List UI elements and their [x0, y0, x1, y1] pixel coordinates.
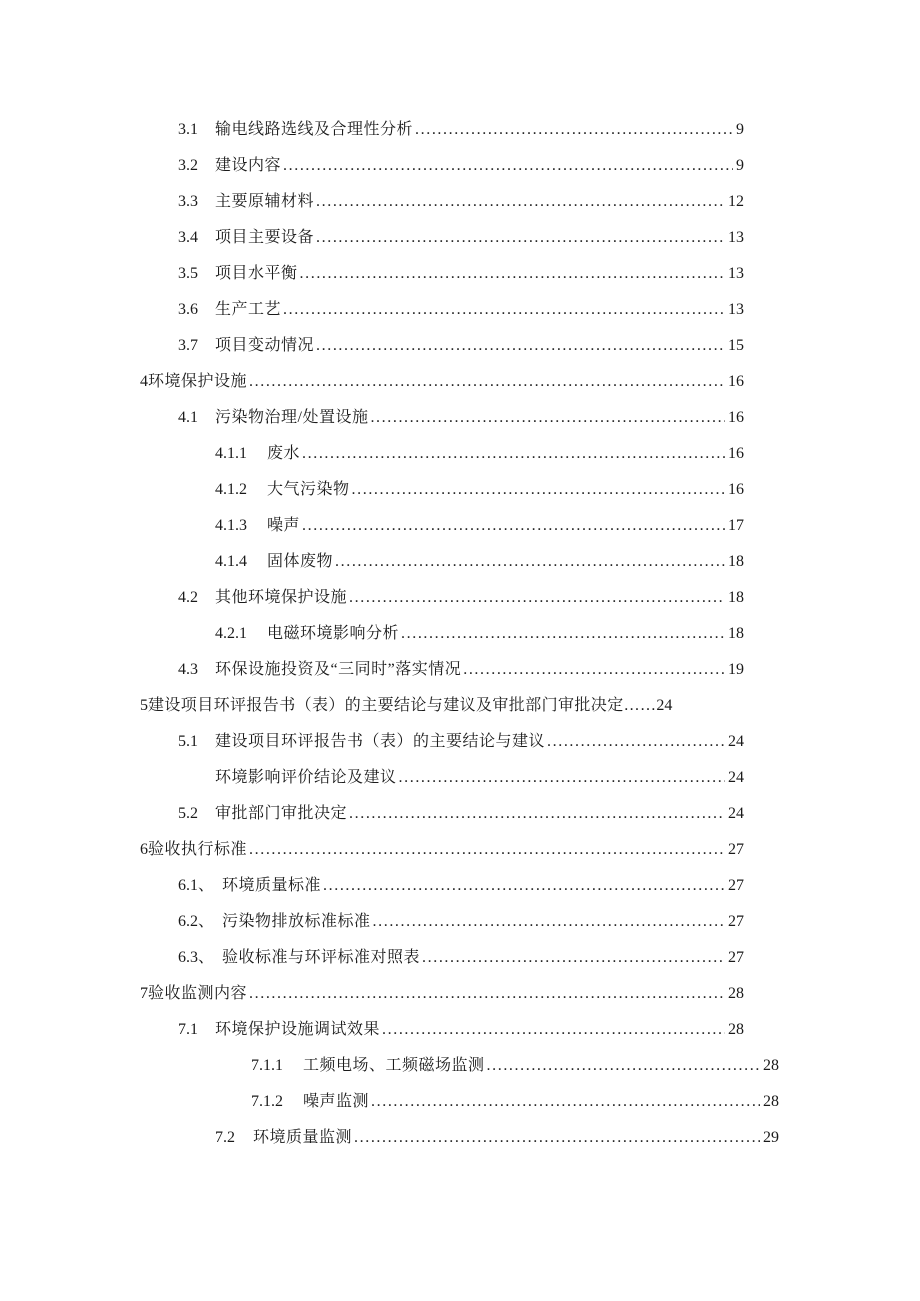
toc-number: 5	[140, 697, 148, 714]
toc-entry-3-5[interactable]	[178, 261, 744, 287]
toc-page-number: 27	[728, 841, 744, 858]
toc-title: 环境保护设施调试效果	[215, 1021, 381, 1038]
toc-number: 3.2	[178, 157, 198, 174]
toc-entry-6[interactable]	[140, 837, 744, 863]
toc-title: 建设项目环评报告书（表）的主要结论与建议	[215, 733, 546, 750]
toc-number: 3.4	[178, 229, 198, 246]
toc-page-number: 16	[728, 409, 744, 426]
toc-entry-7-1-1[interactable]	[251, 1053, 779, 1079]
toc-title: 环境保护设施	[148, 373, 248, 390]
toc-entry-7-1[interactable]	[178, 1017, 744, 1043]
dot-leader	[415, 117, 733, 143]
toc-page-number: 16	[728, 373, 744, 390]
toc-title: 噪声	[267, 517, 301, 534]
toc-page-number: 27	[728, 949, 744, 966]
toc-title: 大气污染物	[267, 481, 350, 498]
dot-leader	[249, 981, 725, 1007]
toc-title: 项目水平衡	[215, 265, 298, 282]
dot-leader	[487, 1053, 760, 1079]
toc-title: 项目主要设备	[215, 229, 315, 246]
toc-number: 7.2	[215, 1129, 235, 1146]
toc-page-number: 28	[763, 1093, 779, 1110]
toc-number: 6.2、	[178, 913, 215, 930]
toc-title: 输电线路选线及合理性分析	[215, 121, 414, 138]
toc-entry-7-2[interactable]	[215, 1125, 779, 1151]
toc-title: 噪声监测	[303, 1093, 370, 1110]
toc-page-number: 13	[728, 301, 744, 318]
dot-leader	[316, 225, 725, 251]
dot-leader	[323, 873, 725, 899]
toc-entry-6-2[interactable]	[178, 909, 744, 935]
toc-number: 3.6	[178, 301, 198, 318]
dot-leader	[349, 585, 725, 611]
toc-number: 3.5	[178, 265, 198, 282]
toc-title: 环保设施投资及“三同时”落实情况	[215, 661, 462, 678]
toc-entry-3-4[interactable]	[178, 225, 744, 251]
toc-page-number: 12	[728, 193, 744, 210]
toc-entry-3-3[interactable]	[178, 189, 744, 215]
toc-page-number: 29	[763, 1129, 779, 1146]
toc-title: 环境质量监测	[253, 1129, 353, 1146]
toc-title: 工频电场、工频磁场监测	[303, 1057, 485, 1074]
dot-leader	[352, 477, 725, 503]
toc-page-number: 18	[728, 625, 744, 642]
toc-number: 4.2.1	[215, 625, 247, 642]
toc-page-number: 24	[656, 697, 673, 714]
dot-leader	[463, 657, 725, 683]
toc-number: 7.1.1	[251, 1057, 283, 1074]
toc-page-number: 24	[728, 733, 744, 750]
toc-number: 4.3	[178, 661, 198, 678]
dot-leader	[283, 297, 725, 323]
toc-title: 电磁环境影响分析	[267, 625, 400, 642]
toc-title: 环境影响评价结论及建议	[215, 769, 397, 786]
toc-page-number: 24	[728, 769, 744, 786]
dot-leader	[401, 621, 725, 647]
toc-page-number: 27	[728, 913, 744, 930]
toc-entry-4-1-4[interactable]	[215, 549, 744, 575]
toc-entry-6-1[interactable]	[178, 873, 744, 899]
toc-entry-7-1-2[interactable]	[251, 1089, 779, 1115]
dot-leader	[370, 405, 725, 431]
toc-entry-4-1-3[interactable]	[215, 513, 744, 539]
toc-title: 验收标准与环评标准对照表	[222, 949, 421, 966]
toc-number: 5.1	[178, 733, 198, 750]
toc-page-number: 16	[728, 481, 744, 498]
toc-entry-3-7[interactable]	[178, 333, 744, 359]
toc-entry-3-6[interactable]	[178, 297, 744, 323]
toc-page-number: 19	[728, 661, 744, 678]
toc-number: 3.7	[178, 337, 198, 354]
dot-leader	[373, 909, 725, 935]
toc-number: 4.1	[178, 409, 198, 426]
dot-leader	[371, 1089, 760, 1115]
dot-leader	[283, 153, 733, 179]
toc-entry-4-3[interactable]	[178, 657, 744, 683]
toc-entry-5-1-sub[interactable]	[215, 765, 744, 791]
toc-entry-3-1[interactable]	[178, 117, 744, 143]
toc-page-number: 16	[728, 445, 744, 462]
dot-leader	[302, 441, 725, 467]
toc-entry-4-1-2[interactable]	[215, 477, 744, 503]
toc-title: 主要原辅材料	[215, 193, 315, 210]
toc-page-number: 9	[736, 157, 744, 174]
toc-number: 7.1.2	[251, 1093, 283, 1110]
toc-title: 项目变动情况	[215, 337, 315, 354]
toc-title: 审批部门审批决定	[215, 805, 348, 822]
dot-leader	[354, 1125, 760, 1151]
toc-title: 其他环境保护设施	[215, 589, 348, 606]
toc-entry-4-1[interactable]	[178, 405, 744, 431]
toc-title: 建设项目环评报告书（表）的主要结论与建议及审批部门审批决定……	[148, 697, 657, 714]
toc-entry-5-2[interactable]	[178, 801, 744, 827]
dot-leader	[335, 549, 725, 575]
toc-page-number: 13	[728, 229, 744, 246]
toc-number: 4.2	[178, 589, 198, 606]
toc-title: 生产工艺	[215, 301, 282, 318]
toc-number: 4.1.3	[215, 517, 247, 534]
toc-title: 建设内容	[215, 157, 282, 174]
toc-page-number: 28	[763, 1057, 779, 1074]
toc-number: 3.1	[178, 121, 198, 138]
toc-number: 4.1.1	[215, 445, 247, 462]
toc-number: 6.3、	[178, 949, 215, 966]
toc-entry-7[interactable]	[140, 981, 744, 1007]
toc-page-number: 17	[728, 517, 744, 534]
toc-number: 6.1、	[178, 877, 215, 894]
toc-number: 4.1.4	[215, 553, 247, 570]
dot-leader	[249, 369, 725, 395]
toc-title: 验收监测内容	[148, 985, 248, 1002]
dot-leader	[300, 261, 725, 287]
toc-entry-6-3[interactable]	[178, 945, 744, 971]
toc-entry-4-2[interactable]	[178, 585, 744, 611]
toc-number: 4	[140, 373, 148, 390]
toc-number: 6	[140, 841, 148, 858]
toc-page-number: 28	[728, 1021, 744, 1038]
toc-number: 7.1	[178, 1021, 198, 1038]
toc-entry-4[interactable]	[140, 369, 744, 395]
toc-page-number: 15	[728, 337, 744, 354]
toc-title: 验收执行标准	[148, 841, 248, 858]
dot-leader	[382, 1017, 725, 1043]
toc-page-number: 18	[728, 553, 744, 570]
toc-entry-4-2-1[interactable]	[215, 621, 744, 647]
toc-title: 固体废物	[267, 553, 334, 570]
toc-page-number: 9	[736, 121, 744, 138]
toc-page-number: 27	[728, 877, 744, 894]
dot-leader	[422, 945, 725, 971]
toc-title: 废水	[267, 445, 301, 462]
toc-page-number: 13	[728, 265, 744, 282]
toc-title: 污染物治理/处置设施	[215, 409, 369, 426]
toc-title: 环境质量标准	[222, 877, 322, 894]
dot-leader	[547, 729, 725, 755]
toc-entry-3-2[interactable]	[178, 153, 744, 179]
toc-number: 7	[140, 985, 148, 1002]
toc-number: 4.1.2	[215, 481, 247, 498]
toc-title: 污染物排放标准标准	[222, 913, 371, 930]
toc-entry-4-1-1[interactable]	[215, 441, 744, 467]
dot-leader	[316, 189, 725, 215]
toc-number: 5.2	[178, 805, 198, 822]
toc-page-number: 24	[728, 805, 744, 822]
dot-leader	[249, 837, 725, 863]
toc-entry-5[interactable]	[140, 693, 672, 719]
toc-entry-5-1[interactable]	[178, 729, 744, 755]
toc-page-number: 28	[728, 985, 744, 1002]
dot-leader	[302, 513, 725, 539]
toc-page-number: 18	[728, 589, 744, 606]
dot-leader	[399, 765, 725, 791]
toc-number: 3.3	[178, 193, 198, 210]
dot-leader	[349, 801, 725, 827]
dot-leader	[316, 333, 725, 359]
